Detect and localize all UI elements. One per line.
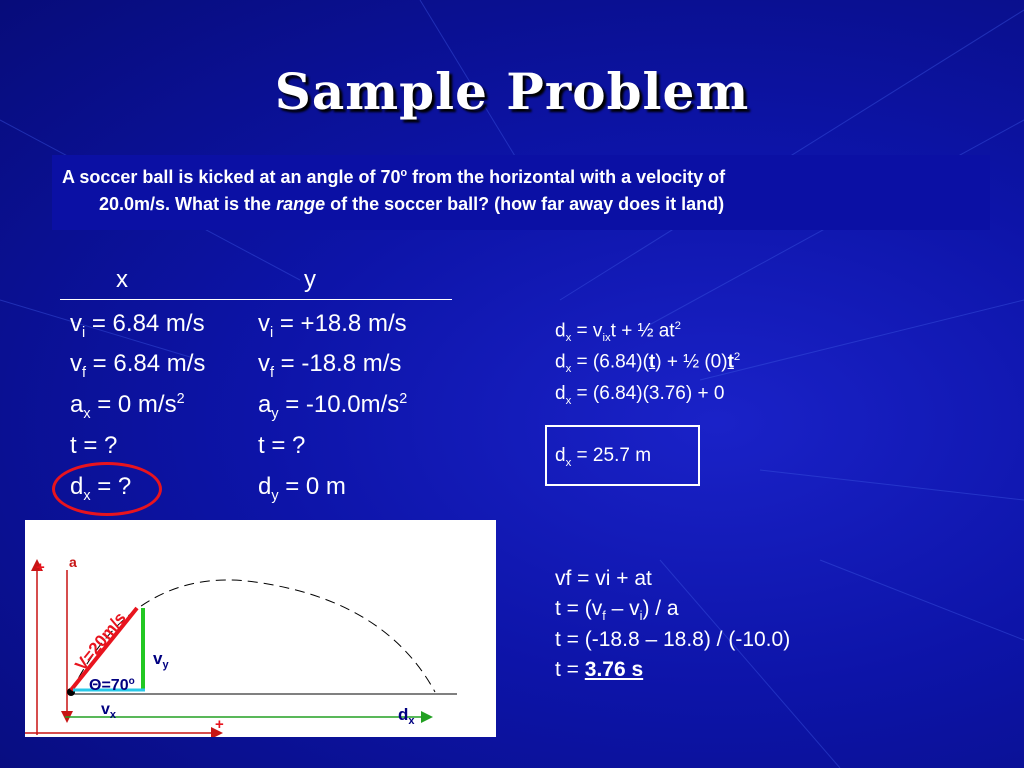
time-equation-2: $t = (v_f - v_i) / a$ — [555, 597, 679, 624]
x-initial-velocity: $v_i = 6.84$ m/s — [70, 310, 205, 341]
trajectory-arc — [71, 580, 435, 692]
x-time: t = ? — [70, 432, 118, 459]
y-displacement: $d_y = 0$ m — [258, 473, 346, 504]
y-final-velocity: $v_f = -18.8$ m/s — [258, 350, 402, 381]
angle-label: $\Theta=70^o$ — [89, 676, 135, 694]
vy-label: $v_y$ — [153, 649, 169, 671]
x-acceleration: $a_x = 0$ $m/s^2$ — [70, 391, 185, 422]
range-equation-1: $d_x = v_{ix}t$ + ½ $at^2$ — [555, 320, 681, 345]
projectile-diagram-svg — [25, 520, 496, 737]
plus-vertical-label: + — [36, 559, 45, 576]
column-header-y: y — [304, 266, 316, 293]
time-equation-1: vf = vi + at — [555, 567, 652, 590]
range-equation-2: $d_x = (6.84)(t)$ + ½ $(0)t^2$ — [555, 351, 741, 376]
slide-title: Sample Problem — [274, 62, 750, 121]
dx-label: $d_x$ — [398, 705, 415, 727]
vx-label: $v_x$ — [101, 701, 117, 721]
projectile-diagram — [25, 520, 496, 737]
time-equation-4: t = 3.76 s — [555, 658, 644, 681]
time-equation-3: t = (-18.8 – 18.8) / (-10.0) — [555, 628, 791, 651]
accel-label: a — [69, 554, 77, 570]
x-final-velocity: $v_f = 6.84$ m/s — [70, 350, 206, 381]
time-result: 3.76 s — [584, 658, 644, 681]
y-time: t = ? — [258, 432, 306, 459]
unknown-highlight-circle — [52, 462, 162, 516]
header-divider — [60, 299, 452, 300]
range-emphasis: range — [276, 194, 326, 214]
problem-statement — [52, 155, 990, 230]
velocity-label: V=20m/s — [71, 608, 130, 675]
range-answer: $d_x = 25.7$ m — [555, 445, 652, 469]
problem-line-1: A soccer ball is kicked at an angle of 70$^o$ from the horizontal with a velocity of — [62, 167, 726, 187]
y-initial-velocity: $v_i = +18.8$ m/s — [258, 310, 407, 341]
plus-horizontal-label: + — [215, 716, 224, 733]
x-displacement: $d_x$ = ? — [70, 473, 132, 504]
problem-line-2: 20.0m/s. What is the range of the soccer ball? (how far away does it land) — [99, 194, 725, 214]
column-header-x: x — [116, 266, 128, 293]
y-acceleration: $a_y = -10.0m/s^2$ — [258, 391, 408, 422]
range-equation-3: $d_x = (6.84)(3.76) + 0$ — [555, 383, 725, 407]
